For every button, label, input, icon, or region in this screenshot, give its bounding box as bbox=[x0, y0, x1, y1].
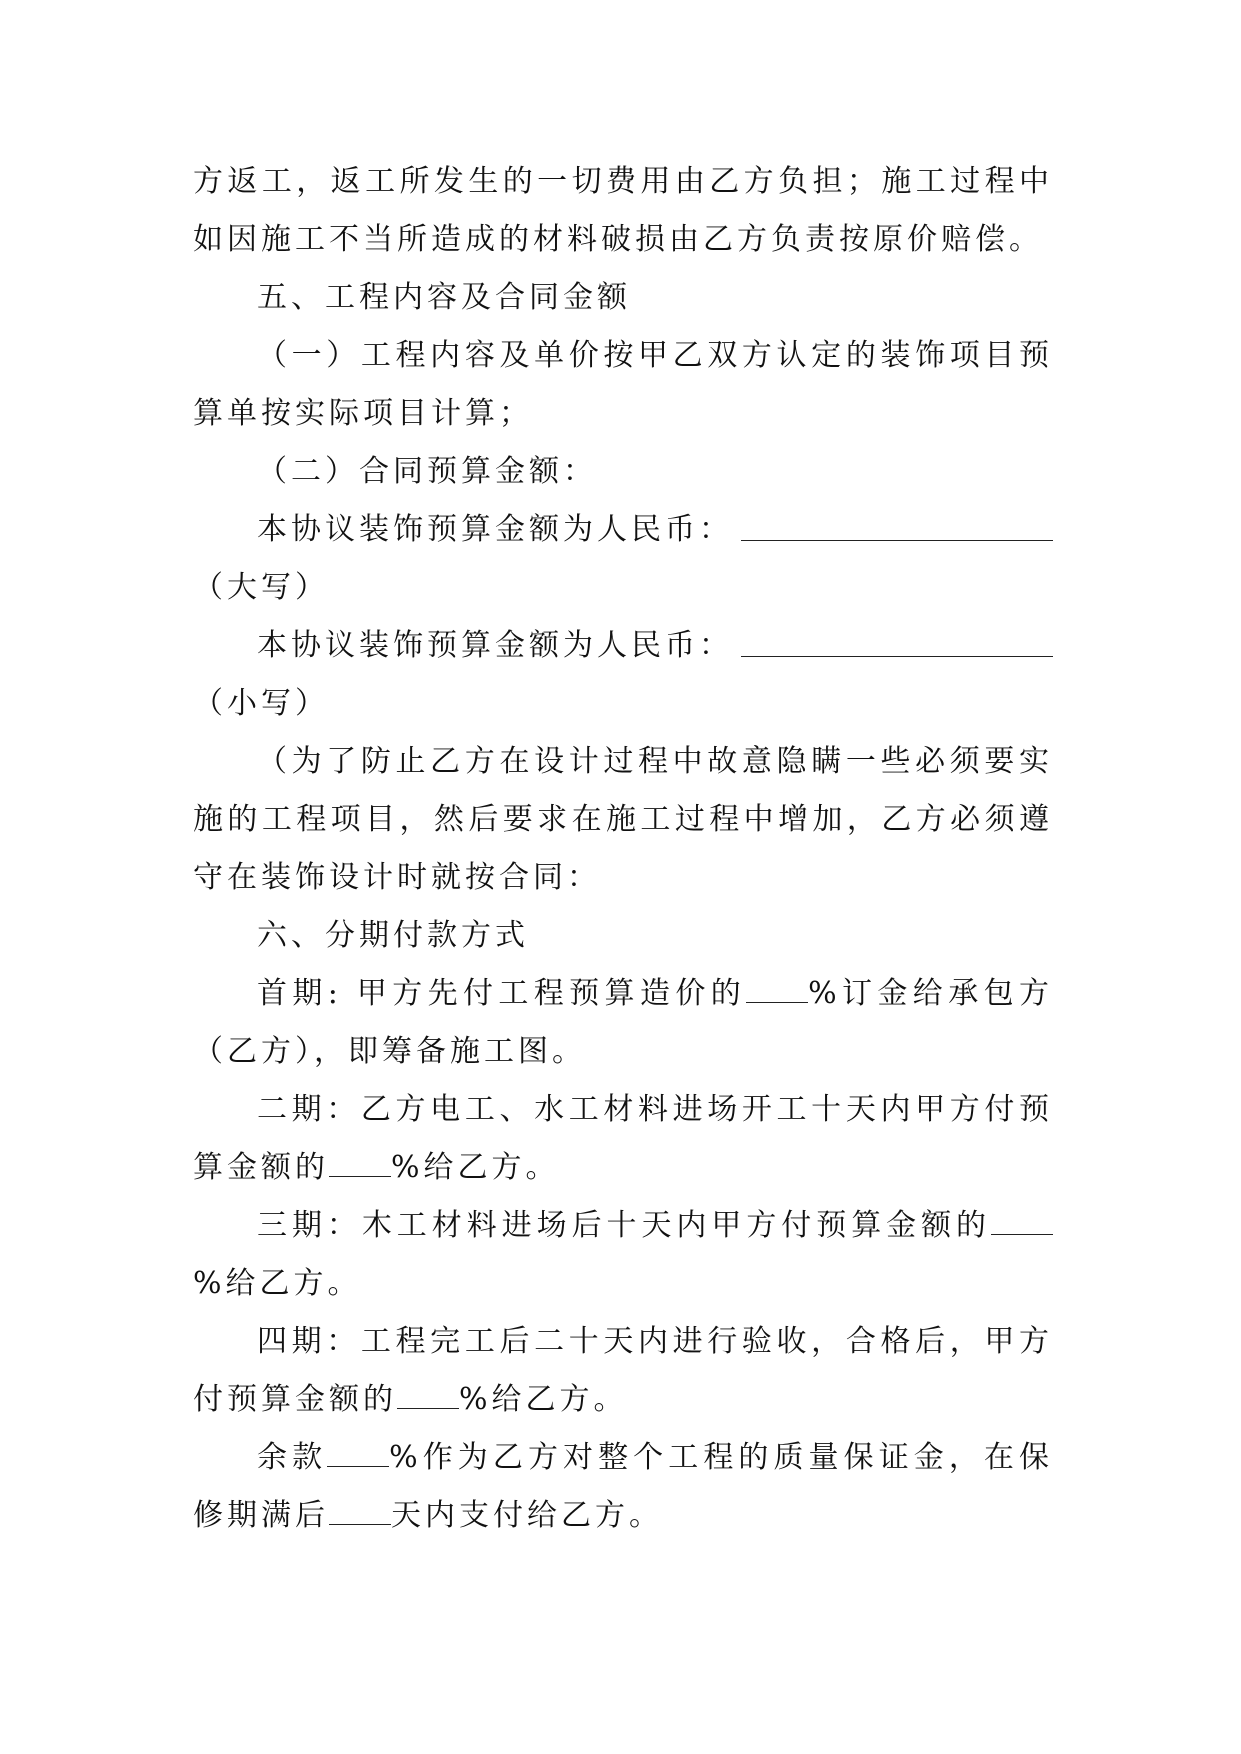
payment-balance bbox=[193, 1429, 1053, 1545]
payment-phase-3 bbox=[193, 1197, 1053, 1313]
item-project-content: （一）工程内容及单价按甲乙双方认定的装饰项目预算单按实际项目计算； bbox=[193, 338, 1053, 431]
phase-1-text-a: 首期: 甲方先付工程预算造价的 bbox=[257, 976, 747, 1011]
phase-1-blank bbox=[746, 974, 808, 1003]
balance-text-b: %作为乙方对整个工程的质量保证金，在保修期满后 bbox=[193, 1440, 1053, 1533]
amount-upper-blank bbox=[741, 539, 1053, 541]
phase-4-blank bbox=[397, 1380, 459, 1409]
phase-1-text-b: %订金给承包方（乙方），即筹备施工图。 bbox=[193, 976, 1053, 1069]
paragraph-return-work: 方返工，返工所发生的一切费用由乙方负担；施工过程中如因施工不当所造成的材料破损由乙方负责按原价赔偿。 bbox=[193, 164, 1053, 257]
section-heading-5: 五、工程内容及合同金额 bbox=[257, 280, 631, 315]
payment-phase-2 bbox=[193, 1081, 1053, 1197]
amount-lower-blank bbox=[741, 655, 1053, 657]
payment-phase-1 bbox=[193, 965, 1053, 1081]
phase-3-text-a: 三期：木工材料进场后十天内甲方付预算金额的 bbox=[257, 1208, 991, 1243]
balance-text-a: 余款 bbox=[257, 1440, 328, 1475]
section-heading-6: 六、分期付款方式 bbox=[257, 918, 529, 953]
balance-text-c: 天内支付给乙方。 bbox=[391, 1498, 663, 1533]
amount-lower-line bbox=[193, 617, 1053, 675]
item-budget-amount: （二）合同预算金额： bbox=[257, 454, 597, 489]
document-body bbox=[193, 153, 1053, 1545]
amount-upper-label: 本协议装饰预算金额为人民币： bbox=[257, 512, 733, 547]
payment-phase-4 bbox=[193, 1313, 1053, 1429]
phase-3-blank bbox=[991, 1206, 1053, 1235]
balance-days-blank bbox=[329, 1496, 391, 1525]
amount-lower-label: 本协议装饰预算金额为人民币： bbox=[257, 628, 733, 663]
phase-2-text-b: %给乙方。 bbox=[391, 1150, 560, 1185]
amount-upper-line bbox=[193, 501, 1053, 559]
phase-4-text-b: %给乙方。 bbox=[459, 1382, 628, 1417]
amount-upper-note: （大写） bbox=[193, 570, 329, 605]
amount-lower-note: （小写） bbox=[193, 686, 329, 721]
balance-percent-blank bbox=[327, 1438, 389, 1467]
phase-3-text-b: %给乙方。 bbox=[193, 1266, 362, 1301]
note-paragraph: （为了防止乙方在设计过程中故意隐瞒一些必须要实施的工程项目，然后要求在施工过程中增加，乙方必须遵守在装饰设计时就按合同： bbox=[193, 744, 1053, 895]
phase-2-blank bbox=[329, 1148, 391, 1177]
phase-2-text-a: 二期：乙方电工、水工材料进场开工十天内甲方付预算金额的 bbox=[193, 1092, 1053, 1185]
phase-4-text-a: 四期：工程完工后二十天内进行验收，合格后，甲方付预算金额的 bbox=[193, 1324, 1053, 1417]
